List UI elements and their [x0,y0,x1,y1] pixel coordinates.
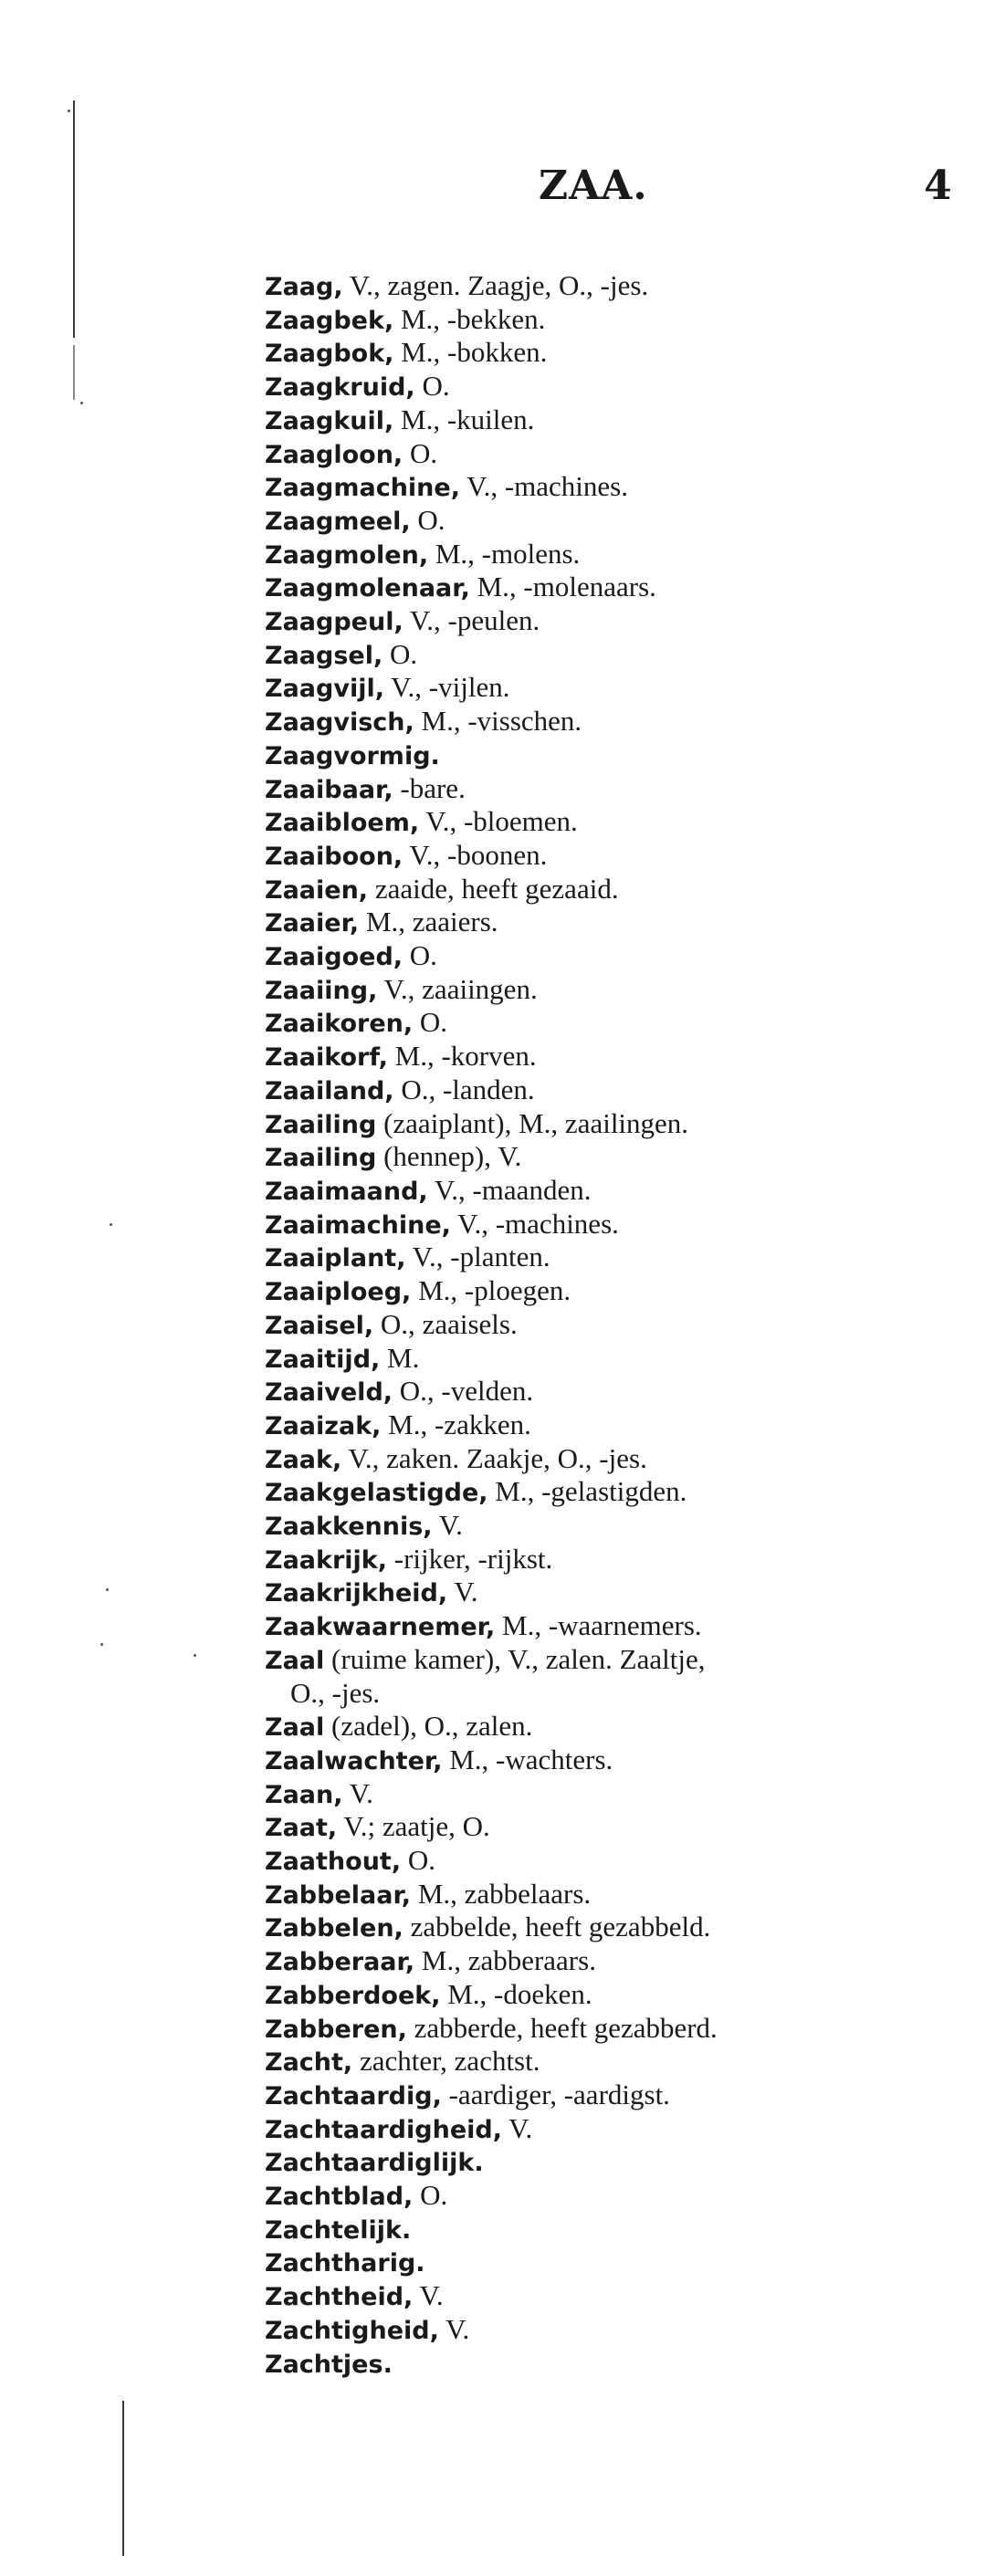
dictionary-entry [265,1945,959,1979]
entry-definition: V., zagen. Zaagje, O., -jes. [342,269,649,301]
entry-headword: Zaag, [265,273,343,301]
entry-definition: M., -kuilen. [393,403,535,435]
dictionary-entry [265,739,959,773]
scan-speck [194,1654,196,1657]
entry-definition: -rijker, -rijkst. [387,1542,553,1575]
dictionary-entry [265,639,959,673]
dictionary-entry [265,1911,959,1945]
dictionary-entry [265,1744,959,1778]
entry-definition: zaaide, heeft gezaaid. [368,872,619,905]
scan-speck [106,1588,109,1591]
entry-definition: V. [501,2111,533,2144]
entry-headword: Zabberen, [265,2015,407,2044]
entry-headword: Zaat, [265,1814,338,1843]
dictionary-entry [265,605,959,639]
dictionary-entry [265,1443,959,1477]
entry-definition: M., -molens. [428,537,581,570]
entry-headword: Zaailing [265,1110,377,1139]
entry-definition: zabbelde, heeft gezabbeld. [403,1911,711,1943]
entry-definition: V., zaaiingen. [377,972,538,1005]
dictionary-entry [265,1376,959,1409]
dictionary-entry [265,773,959,807]
entry-headword: Zaagbok, [265,340,394,369]
dictionary-entry [265,337,959,371]
entry-headword: Zaakrijkheid, [265,1579,448,1608]
entry-definition: V. [432,1509,463,1542]
dictionary-entry [265,1241,959,1275]
dictionary-entry [265,940,959,974]
entry-headword: Zaagmolenaar, [265,574,470,603]
dictionary-entry [265,2246,959,2280]
entry-definition: M. [380,1341,420,1374]
entry-definition: V., zaken. Zaakje, O., -jes. [341,1441,647,1474]
entry-headword: Zaaier, [265,909,360,938]
entry-headword: Zaaiploeg, [265,1278,412,1307]
entry-definition: V., -machines. [450,1207,619,1240]
dictionary-entry [265,1576,959,1610]
entry-definition: O., zaaisels. [373,1307,518,1340]
dictionary-entry [265,539,959,572]
entry-headword: Zabbelen, [265,1914,403,1943]
entry-headword: Zaagloon, [265,440,403,469]
entry-headword: Zachtigheid, [265,2316,439,2345]
entry-headword: Zaagmolen, [265,540,429,570]
scan-binding-line-bottom [122,2401,124,2556]
entry-headword: Zachtharig. [265,2249,425,2278]
entry-headword: Zaagvormig. [265,741,440,770]
entry-headword: Zaagsel, [265,641,383,670]
entry-definition: O., -landen. [393,1073,535,1105]
dictionary-entry [265,1175,959,1209]
entry-definition: V. [438,2312,470,2345]
entry-definition: V., -planten. [405,1241,550,1273]
entry-headword: Zaaisel, [265,1311,374,1340]
entry-definition: V. [413,2279,444,2312]
entry-definition: O. [413,1006,448,1039]
entry-headword: Zaan, [265,1780,343,1809]
dictionary-entry [265,1041,959,1074]
dictionary-entry [265,404,959,438]
entry-definition: (zadel), O., zalen. [324,1710,533,1743]
entry-headword: Zaaimaand, [265,1177,428,1206]
dictionary-entry [265,2046,959,2079]
entry-definition: -bare. [393,771,466,804]
dictionary-entry [265,2013,959,2047]
entry-definition: V.; zaatje, O. [337,1810,490,1843]
entry-definition: M., -waarnemers. [495,1609,702,1642]
dictionary-entry [265,2314,959,2348]
entry-headword: Zaakwaarnemer, [265,1613,496,1642]
running-head: ZAA. [539,162,648,209]
entry-definition: M., -zakken. [381,1408,531,1440]
entry-definition: M., zabberaars. [414,1944,596,1977]
dictionary-entry [265,906,959,940]
entry-definition: M., zabbelaars. [411,1877,592,1910]
dictionary-entry [265,1879,959,1912]
entry-headword: Zaailing [265,1144,377,1173]
dictionary-entry [265,1074,959,1108]
entry-headword: Zacht, [265,2048,353,2078]
dictionary-entry [265,806,959,840]
entry-list [265,270,959,2381]
dictionary-entry [265,1108,959,1142]
entry-headword: Zaalwachter, [265,1746,443,1775]
entry-definition: zachter, zachtst. [352,2045,540,2078]
entry-definition: M., -bokken. [393,336,548,369]
entry-headword: Zaaimachine, [265,1210,451,1240]
entry-headword: Zaagpeul, [265,608,403,637]
entry-definition: M., -doeken. [440,1977,592,2010]
entry-definition: M., -korven. [387,1040,537,1073]
entry-headword: Zaal [265,1646,325,1675]
entry-definition: M., -wachters. [442,1743,613,1775]
entry-definition: O. [413,2179,448,2212]
dictionary-entry [265,840,959,874]
entry-definition: O. [414,370,450,403]
entry-headword: Zaagmachine, [265,474,460,503]
dictionary-entry [265,2348,959,2382]
dictionary-entry [265,1678,959,1712]
dictionary-entry [265,1275,959,1309]
dictionary-entry [265,1309,959,1343]
entry-headword: Zaaikorf, [265,1043,388,1073]
scan-speck [80,402,83,404]
entry-definition: O. [401,1844,435,1877]
entry-definition: O. [382,637,418,670]
dictionary-entry [265,1711,959,1744]
entry-definition: (ruime kamer), V., zalen. Zaaltje, [324,1642,706,1675]
entry-headword: Zaathout, [265,1848,402,1877]
dictionary-entry [265,438,959,472]
entry-headword: Zachtjes. [265,2350,393,2379]
dictionary-entry [265,2079,959,2113]
entry-headword: Zaaibloem, [265,809,420,838]
dictionary-entry [265,974,959,1008]
entry-definition: O., -jes. [290,1676,381,1709]
dictionary-entry [265,1343,959,1377]
entry-headword: Zaagvisch, [265,708,414,738]
entry-headword: Zaagvijl, [265,675,384,704]
entry-headword: Zachtblad, [265,2183,414,2212]
dictionary-entry [265,2280,959,2314]
entry-definition: V., -vijlen. [383,671,510,704]
dictionary-entry [265,2146,959,2180]
entry-definition: V., -maanden. [427,1173,592,1206]
entry-headword: Zaaiboon, [265,842,403,871]
entry-headword: Zachtaardig, [265,2081,442,2110]
entry-definition: M., zaaiers. [359,906,498,938]
entry-headword: Zaakkennis, [265,1513,433,1542]
entry-definition: O., -velden. [393,1375,534,1408]
entry-headword: Zaagmeel, [265,507,411,536]
dictionary-entry [265,874,959,907]
scan-speck [68,110,70,112]
entry-headword: Zabbelaar, [265,1880,412,1910]
entry-headword: Zaaiing, [265,976,378,1005]
dictionary-entry [265,1610,959,1644]
dictionary-entry [265,1476,959,1510]
dictionary-entry [265,2214,959,2247]
dictionary-entry [265,1811,959,1845]
dictionary-entry [265,1007,959,1041]
entry-definition: V., -peulen. [403,604,540,637]
dictionary-entry [265,270,959,304]
entry-definition: (hennep), V. [376,1140,522,1173]
entry-definition: V., -machines. [459,470,628,503]
dictionary-entry [265,1209,959,1242]
entry-definition: O. [403,939,437,972]
entry-headword: Zaaibaar, [265,775,393,804]
dictionary-entry [265,1644,959,1678]
entry-headword: Zaaitijd, [265,1345,381,1374]
entry-headword: Zabberaar, [265,1948,415,1977]
dictionary-entry [265,706,959,739]
scan-binding-line-mid [73,345,75,400]
entry-definition: M., -molenaars. [469,571,656,603]
dictionary-entry [265,1141,959,1175]
entry-headword: Zaal [265,1713,325,1743]
dictionary-entry [265,1979,959,2013]
dictionary-entry [265,1409,959,1443]
dictionary-entry [265,672,959,706]
entry-headword: Zaakgelastigde, [265,1479,488,1508]
entry-definition: (zaaiplant), M., zaailingen. [376,1106,689,1139]
entry-headword: Zaaigoed, [265,943,403,972]
entry-definition: zabberde, heeft gezabberd. [406,2011,718,2044]
entry-definition: V. [342,1776,373,1809]
entry-headword: Zachtaardiglijk. [265,2149,484,2178]
dictionary-entry [265,1544,959,1577]
entry-headword: Zaagbek, [265,306,394,335]
entry-definition: -aardiger, -aardigst. [441,2078,670,2110]
dictionary-entry [265,1845,959,1879]
dictionary-entry [265,505,959,539]
scan-binding-line-top [73,100,75,338]
entry-headword: Zachtheid, [265,2283,414,2312]
entry-definition: V., -boonen. [403,838,548,871]
entry-definition: O. [403,436,438,469]
entry-headword: Zaaiplant, [265,1244,406,1273]
dictionary-entry [265,2180,959,2214]
entry-definition: O. [410,503,445,536]
dictionary-entry [265,471,959,505]
entry-headword: Zaaien, [265,875,369,905]
entry-definition: M., -ploegen. [411,1274,571,1307]
dictionary-entry [265,2113,959,2147]
dictionary-entry [265,571,959,605]
entry-headword: Zaaiveld, [265,1378,393,1408]
entry-definition: V. [447,1576,478,1608]
entry-headword: Zaaikoren, [265,1010,414,1039]
entry-headword: Zachtaardigheid, [265,2115,502,2144]
entry-definition: M., -bekken. [393,302,546,335]
dictionary-entry [265,304,959,338]
entry-headword: Zabberdoek, [265,1981,441,2010]
entry-definition: V., -bloemen. [419,805,578,838]
entry-headword: Zaagkuil, [265,406,394,435]
entry-definition: M., -visschen. [414,705,582,738]
scan-speck [110,1223,112,1226]
entry-headword: Zaak, [265,1445,342,1474]
entry-headword: Zachtelijk. [265,2215,412,2245]
entry-headword: Zaagkruid, [265,373,415,403]
page-number: 4 [924,162,952,209]
dictionary-entry [265,371,959,404]
dictionary-entry [265,1510,959,1544]
entry-headword: Zaailand, [265,1076,394,1105]
entry-definition: M., -gelastigden. [487,1475,687,1508]
dictionary-entry [265,1778,959,1812]
scan-speck [100,1643,103,1646]
entry-headword: Zaaizak, [265,1411,382,1440]
entry-headword: Zaakrijk, [265,1545,388,1575]
